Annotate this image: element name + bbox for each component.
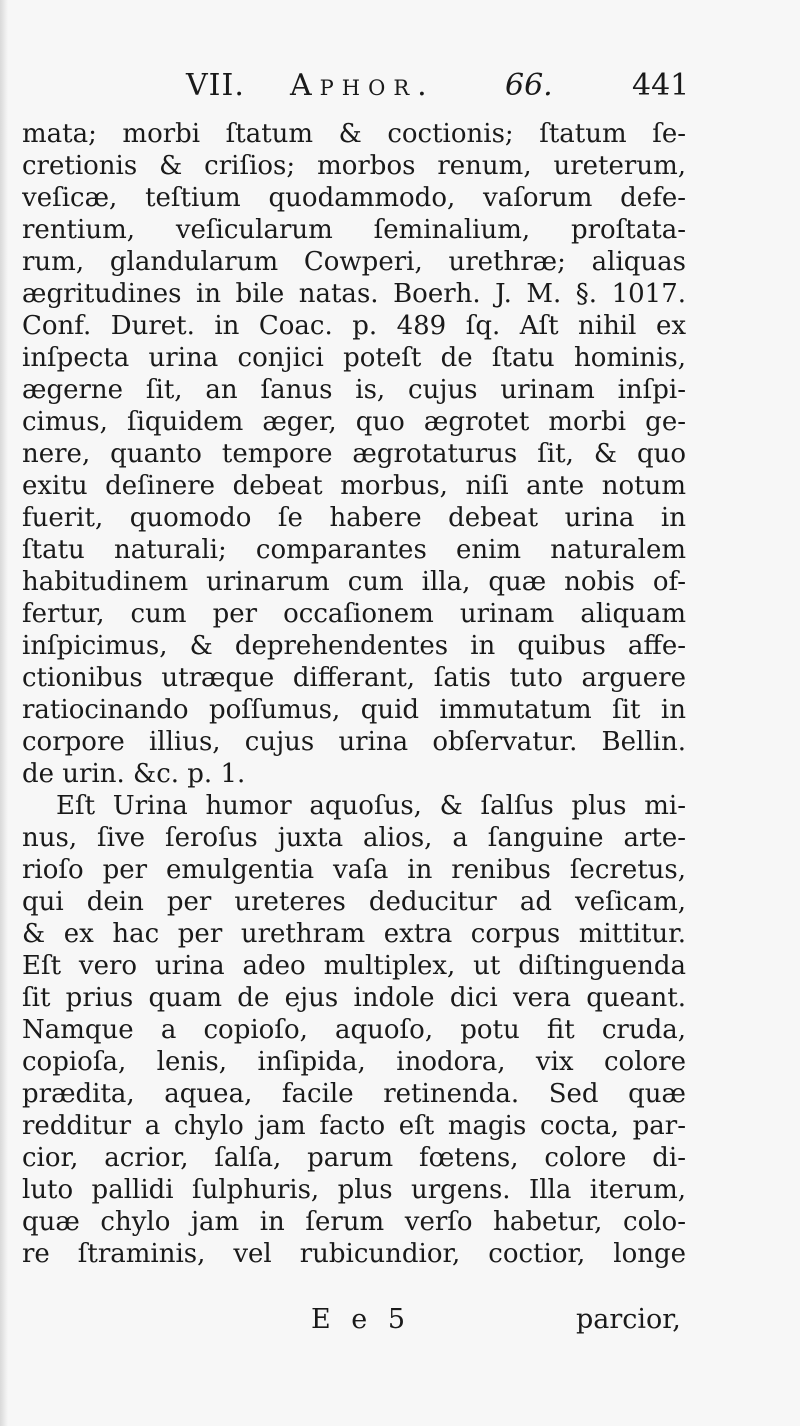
text-line: rentium, veſicularum ſeminalium, proſtata-	[22, 215, 686, 245]
text-line: corpore illius, cujus urina obſervatur. Bellin.	[22, 727, 686, 757]
text-line: ægritudines in bile natas. Boerh. J. M. §. 1017.	[22, 279, 686, 309]
text-line: rioſo per emulgentia vaſa in renibus ſecretus,	[22, 855, 686, 885]
body-text	[22, 118, 686, 1270]
text-line: re ſtraminis, vel rubicundior, coctior, longe	[22, 1239, 686, 1269]
text-line: inſpecta urina conjici poteſt de ſtatu hominis,	[22, 343, 686, 373]
text-line: Eſt Urina humor aquoſus, & ſalſus plus mi-	[56, 791, 686, 821]
text-line: ſit prius quam de ejus indole dici vera queant.	[22, 983, 686, 1013]
running-head-section: VII.	[186, 68, 245, 103]
text-line: rum, glandularum Cowperi, urethræ; aliquas	[22, 247, 686, 277]
text-line: & ex hac per urethram extra corpus mittitur.	[22, 919, 686, 949]
text-line: fuerit, quomodo ſe habere debeat urina in	[22, 503, 686, 533]
text-line: mata; morbi ſtatum & coctionis; ſtatum ſe-	[22, 119, 686, 149]
page-number: 441	[632, 68, 690, 103]
text-line: Conf. Duret. in Coac. p. 489 ſq. Aſt nihil ex	[22, 311, 686, 341]
text-line: ægerne ſit, an ſanus is, cujus urinam inſpi-	[22, 375, 686, 405]
text-line: redditur a chylo jam facto eſt magis cocta, par-	[22, 1111, 686, 1141]
running-head-label: Aphor.	[290, 68, 435, 103]
text-line: prædita, aquea, facile retinenda. Sed quæ	[22, 1079, 686, 1109]
text-line: veſicæ, teſtium quodammodo, vaſorum defe-	[22, 183, 686, 213]
text-line: copioſa, lenis, inſipida, inodora, vix colore	[22, 1047, 686, 1077]
signature-mark: E e 5	[311, 1304, 412, 1335]
text-line: cior, acrior, ſalſa, parum fœtens, colore di-	[22, 1143, 686, 1173]
text-line: inſpicimus, & deprehendentes in quibus affe-	[22, 631, 686, 661]
text-line: fertur, cum per occaſionem urinam aliquam	[22, 599, 686, 629]
text-line: habitudinem urinarum cum illa, quæ nobis of-	[22, 567, 686, 597]
text-line: luto pallidi ſulphuris, plus urgens. Illa iterum,	[22, 1175, 686, 1205]
text-line: Eſt vero urina adeo multiplex, ut diſtinguenda	[22, 951, 686, 981]
text-line: ctionibus utræque differant, ſatis tuto arguere	[22, 663, 686, 693]
text-line: cimus, ſiquidem æger, quo ægrotet morbi ge-	[22, 407, 686, 437]
running-head	[0, 60, 800, 110]
text-line: ſtatu naturali; comparantes enim naturalem	[22, 535, 686, 565]
catchword: parcior,	[576, 1304, 681, 1335]
text-line: nus, ſive ſeroſus juxta alios, a ſanguine arte-	[22, 823, 686, 853]
text-line: nere, quanto tempore ægrotaturus ſit, & quo	[22, 439, 686, 469]
text-line: ratiocinando poſſumus, quid immutatum ſit in	[22, 695, 686, 725]
page-footer	[0, 1300, 800, 1340]
running-head-aphorism-number: 66.	[505, 68, 553, 103]
text-line: qui dein per ureteres deducitur ad veſicam,	[22, 887, 686, 917]
text-line: de urin. &c. p. 1.	[22, 759, 246, 789]
text-line: quæ chylo jam in ſerum verſo habetur, colo-	[22, 1207, 686, 1237]
page-gutter-shadow	[0, 0, 8, 1426]
text-line: exitu deſinere debeat morbus, niſi ante notum	[22, 471, 686, 501]
text-line: cretionis & criſios; morbos renum, ureterum,	[22, 151, 686, 181]
text-line: Namque a copioſo, aquoſo, potu fit cruda,	[22, 1015, 686, 1045]
